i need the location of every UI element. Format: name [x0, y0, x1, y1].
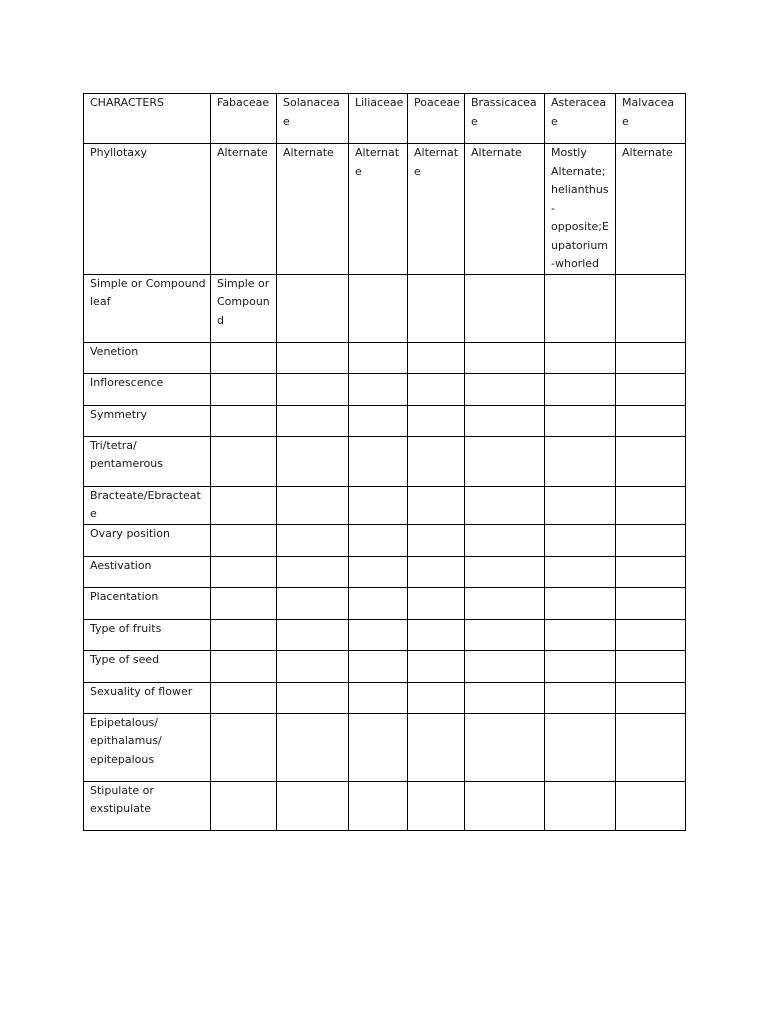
table-row [84, 405, 686, 436]
table-cell [545, 556, 616, 587]
table-row [84, 587, 686, 619]
column-heading: Solanaceae [283, 96, 340, 128]
table-cell [616, 144, 686, 275]
table-cell [465, 650, 545, 682]
table-cell [616, 619, 686, 650]
row-label-cell [84, 682, 211, 713]
table-cell [408, 524, 465, 556]
table-cell [211, 436, 277, 486]
table-row [84, 342, 686, 373]
column-heading: Brassicaceae [471, 96, 537, 128]
table-cell [545, 713, 616, 781]
table-cell [545, 373, 616, 405]
character-name: Inflorescence [90, 375, 164, 389]
table-cell [616, 373, 686, 405]
table-row [84, 556, 686, 587]
table-cell [349, 587, 408, 619]
cell-value: Alternate [283, 146, 334, 159]
table-header-cell [408, 94, 465, 144]
cell-value: Mostly Alternate; helianthus- opposite;E upatorium -whorled [551, 146, 609, 270]
table-cell [616, 650, 686, 682]
table-cell [408, 587, 465, 619]
table-row [84, 781, 686, 830]
row-label-cell [84, 486, 211, 524]
table-cell [349, 650, 408, 682]
row-label-cell [84, 274, 211, 342]
table-header-row [84, 94, 686, 144]
table-cell [408, 650, 465, 682]
table-cell [211, 373, 277, 405]
table-cell [349, 524, 408, 556]
column-heading: CHARACTERS [90, 96, 164, 109]
table-header-cell [465, 94, 545, 144]
table-cell [545, 587, 616, 619]
table-cell [545, 524, 616, 556]
table-cell [465, 556, 545, 587]
character-name: Type of seed [90, 652, 160, 666]
table-cell [408, 619, 465, 650]
table-cell [211, 556, 277, 587]
table-cell [349, 682, 408, 713]
column-heading: Malvacea e [622, 96, 675, 128]
table-header-cell [211, 94, 277, 144]
table-cell [211, 619, 277, 650]
cell-value: Alternate [217, 146, 268, 159]
table-cell [545, 274, 616, 342]
table-cell [408, 342, 465, 373]
table-cell [545, 144, 616, 275]
row-label-cell [84, 650, 211, 682]
table-cell [465, 587, 545, 619]
table-cell [277, 650, 349, 682]
table-cell [616, 587, 686, 619]
table-cell [408, 274, 465, 342]
table-cell [211, 781, 277, 830]
row-label-cell [84, 373, 211, 405]
table-cell [545, 342, 616, 373]
table-cell [277, 587, 349, 619]
table-cell [349, 713, 408, 781]
characters-table [83, 93, 686, 831]
character-name: Simple or Compound leaf [90, 276, 206, 308]
table-cell [408, 486, 465, 524]
table-cell [545, 486, 616, 524]
table-cell [349, 274, 408, 342]
table-cell [277, 405, 349, 436]
character-name: Stipulate or exstipulate [90, 783, 154, 815]
table-row [84, 373, 686, 405]
table-cell [465, 619, 545, 650]
table-cell [277, 274, 349, 342]
table-cell [277, 619, 349, 650]
row-label-cell [84, 619, 211, 650]
table-cell [465, 342, 545, 373]
table-cell [408, 436, 465, 486]
table-cell [349, 405, 408, 436]
table-cell [616, 342, 686, 373]
column-heading: Poaceae [414, 96, 461, 109]
table-cell [408, 405, 465, 436]
table-row [84, 650, 686, 682]
table-cell [211, 524, 277, 556]
table-header-cell [84, 94, 211, 144]
table-cell [277, 486, 349, 524]
table-row [84, 524, 686, 556]
column-heading: Liliaceae [355, 96, 404, 109]
character-name: Epipetalous/ epithalamus/ epitepalous [90, 715, 162, 766]
table-cell [545, 436, 616, 486]
row-label-cell [84, 524, 211, 556]
table-header-cell [349, 94, 408, 144]
table-cell [349, 486, 408, 524]
table-cell [349, 144, 408, 275]
table-cell [277, 144, 349, 275]
row-label-cell [84, 556, 211, 587]
table-row [84, 486, 686, 524]
column-heading: Asteraceae [551, 96, 607, 128]
table-cell [349, 619, 408, 650]
table-cell [465, 144, 545, 275]
cell-value: Alternate [622, 146, 673, 159]
table-header-cell [277, 94, 349, 144]
table-cell [545, 650, 616, 682]
character-name: Type of fruits [90, 621, 162, 635]
table-cell [408, 781, 465, 830]
row-label-cell [84, 713, 211, 781]
row-label-cell [84, 342, 211, 373]
table-cell [616, 713, 686, 781]
cell-value: Alternate [471, 146, 522, 159]
table-cell [349, 781, 408, 830]
character-name: Bracteate/Ebracteate [90, 488, 201, 520]
row-label-cell [84, 405, 211, 436]
table-cell [211, 682, 277, 713]
table-cell [211, 274, 277, 342]
table-row [84, 436, 686, 486]
row-label-cell [84, 436, 211, 486]
table-body [84, 94, 686, 831]
table-cell [616, 436, 686, 486]
character-name: Tri/tetra/ pentamerous [90, 438, 163, 470]
table-cell [616, 556, 686, 587]
table-cell [465, 781, 545, 830]
table-cell [408, 373, 465, 405]
table-cell [465, 682, 545, 713]
table-cell [277, 342, 349, 373]
table-row [84, 713, 686, 781]
character-name: Aestivation [90, 558, 152, 572]
row-label-cell [84, 781, 211, 830]
table-cell [465, 436, 545, 486]
table-cell [349, 373, 408, 405]
table-cell [616, 524, 686, 556]
table-cell [465, 524, 545, 556]
table-cell [616, 274, 686, 342]
table-cell [408, 556, 465, 587]
table-cell [408, 144, 465, 275]
table-cell [211, 486, 277, 524]
table-cell [349, 436, 408, 486]
table-cell [545, 781, 616, 830]
table-cell [465, 713, 545, 781]
table-cell [277, 373, 349, 405]
table-row [84, 619, 686, 650]
column-heading: Fabaceae [217, 96, 270, 109]
row-label-cell [84, 144, 211, 275]
table-header-cell [616, 94, 686, 144]
table-cell [277, 436, 349, 486]
cell-value: Alternat e [355, 146, 400, 178]
table-cell [465, 405, 545, 436]
cell-value: Simple or Compoun d [217, 276, 270, 327]
table-cell [211, 144, 277, 275]
table-cell [349, 342, 408, 373]
table-cell [545, 405, 616, 436]
table-cell [349, 556, 408, 587]
table-cell [408, 682, 465, 713]
table-cell [211, 342, 277, 373]
character-name: Symmetry [90, 407, 148, 421]
table-cell [465, 274, 545, 342]
table-cell [211, 713, 277, 781]
table-cell [277, 781, 349, 830]
table-cell [277, 524, 349, 556]
table-header-cell [545, 94, 616, 144]
table-cell [211, 587, 277, 619]
table-cell [545, 619, 616, 650]
character-name: Placentation [90, 589, 159, 603]
row-label-cell [84, 587, 211, 619]
table-row [84, 274, 686, 342]
table-cell [211, 405, 277, 436]
table-cell [616, 405, 686, 436]
table-cell [408, 713, 465, 781]
character-name: Phyllotaxy [90, 146, 148, 159]
table-cell [277, 713, 349, 781]
table-row [84, 144, 686, 275]
table-cell [616, 781, 686, 830]
table-cell [277, 682, 349, 713]
table-cell [211, 650, 277, 682]
table-cell [465, 373, 545, 405]
table-row [84, 682, 686, 713]
table-cell [616, 682, 686, 713]
character-name: Venetion [90, 344, 139, 358]
table-cell [465, 486, 545, 524]
character-name: Ovary position [90, 526, 171, 540]
cell-value: Alternat e [414, 146, 459, 178]
table-cell [616, 486, 686, 524]
table-cell [545, 682, 616, 713]
table-cell [277, 556, 349, 587]
character-name: Sexuality of flower [90, 684, 193, 698]
